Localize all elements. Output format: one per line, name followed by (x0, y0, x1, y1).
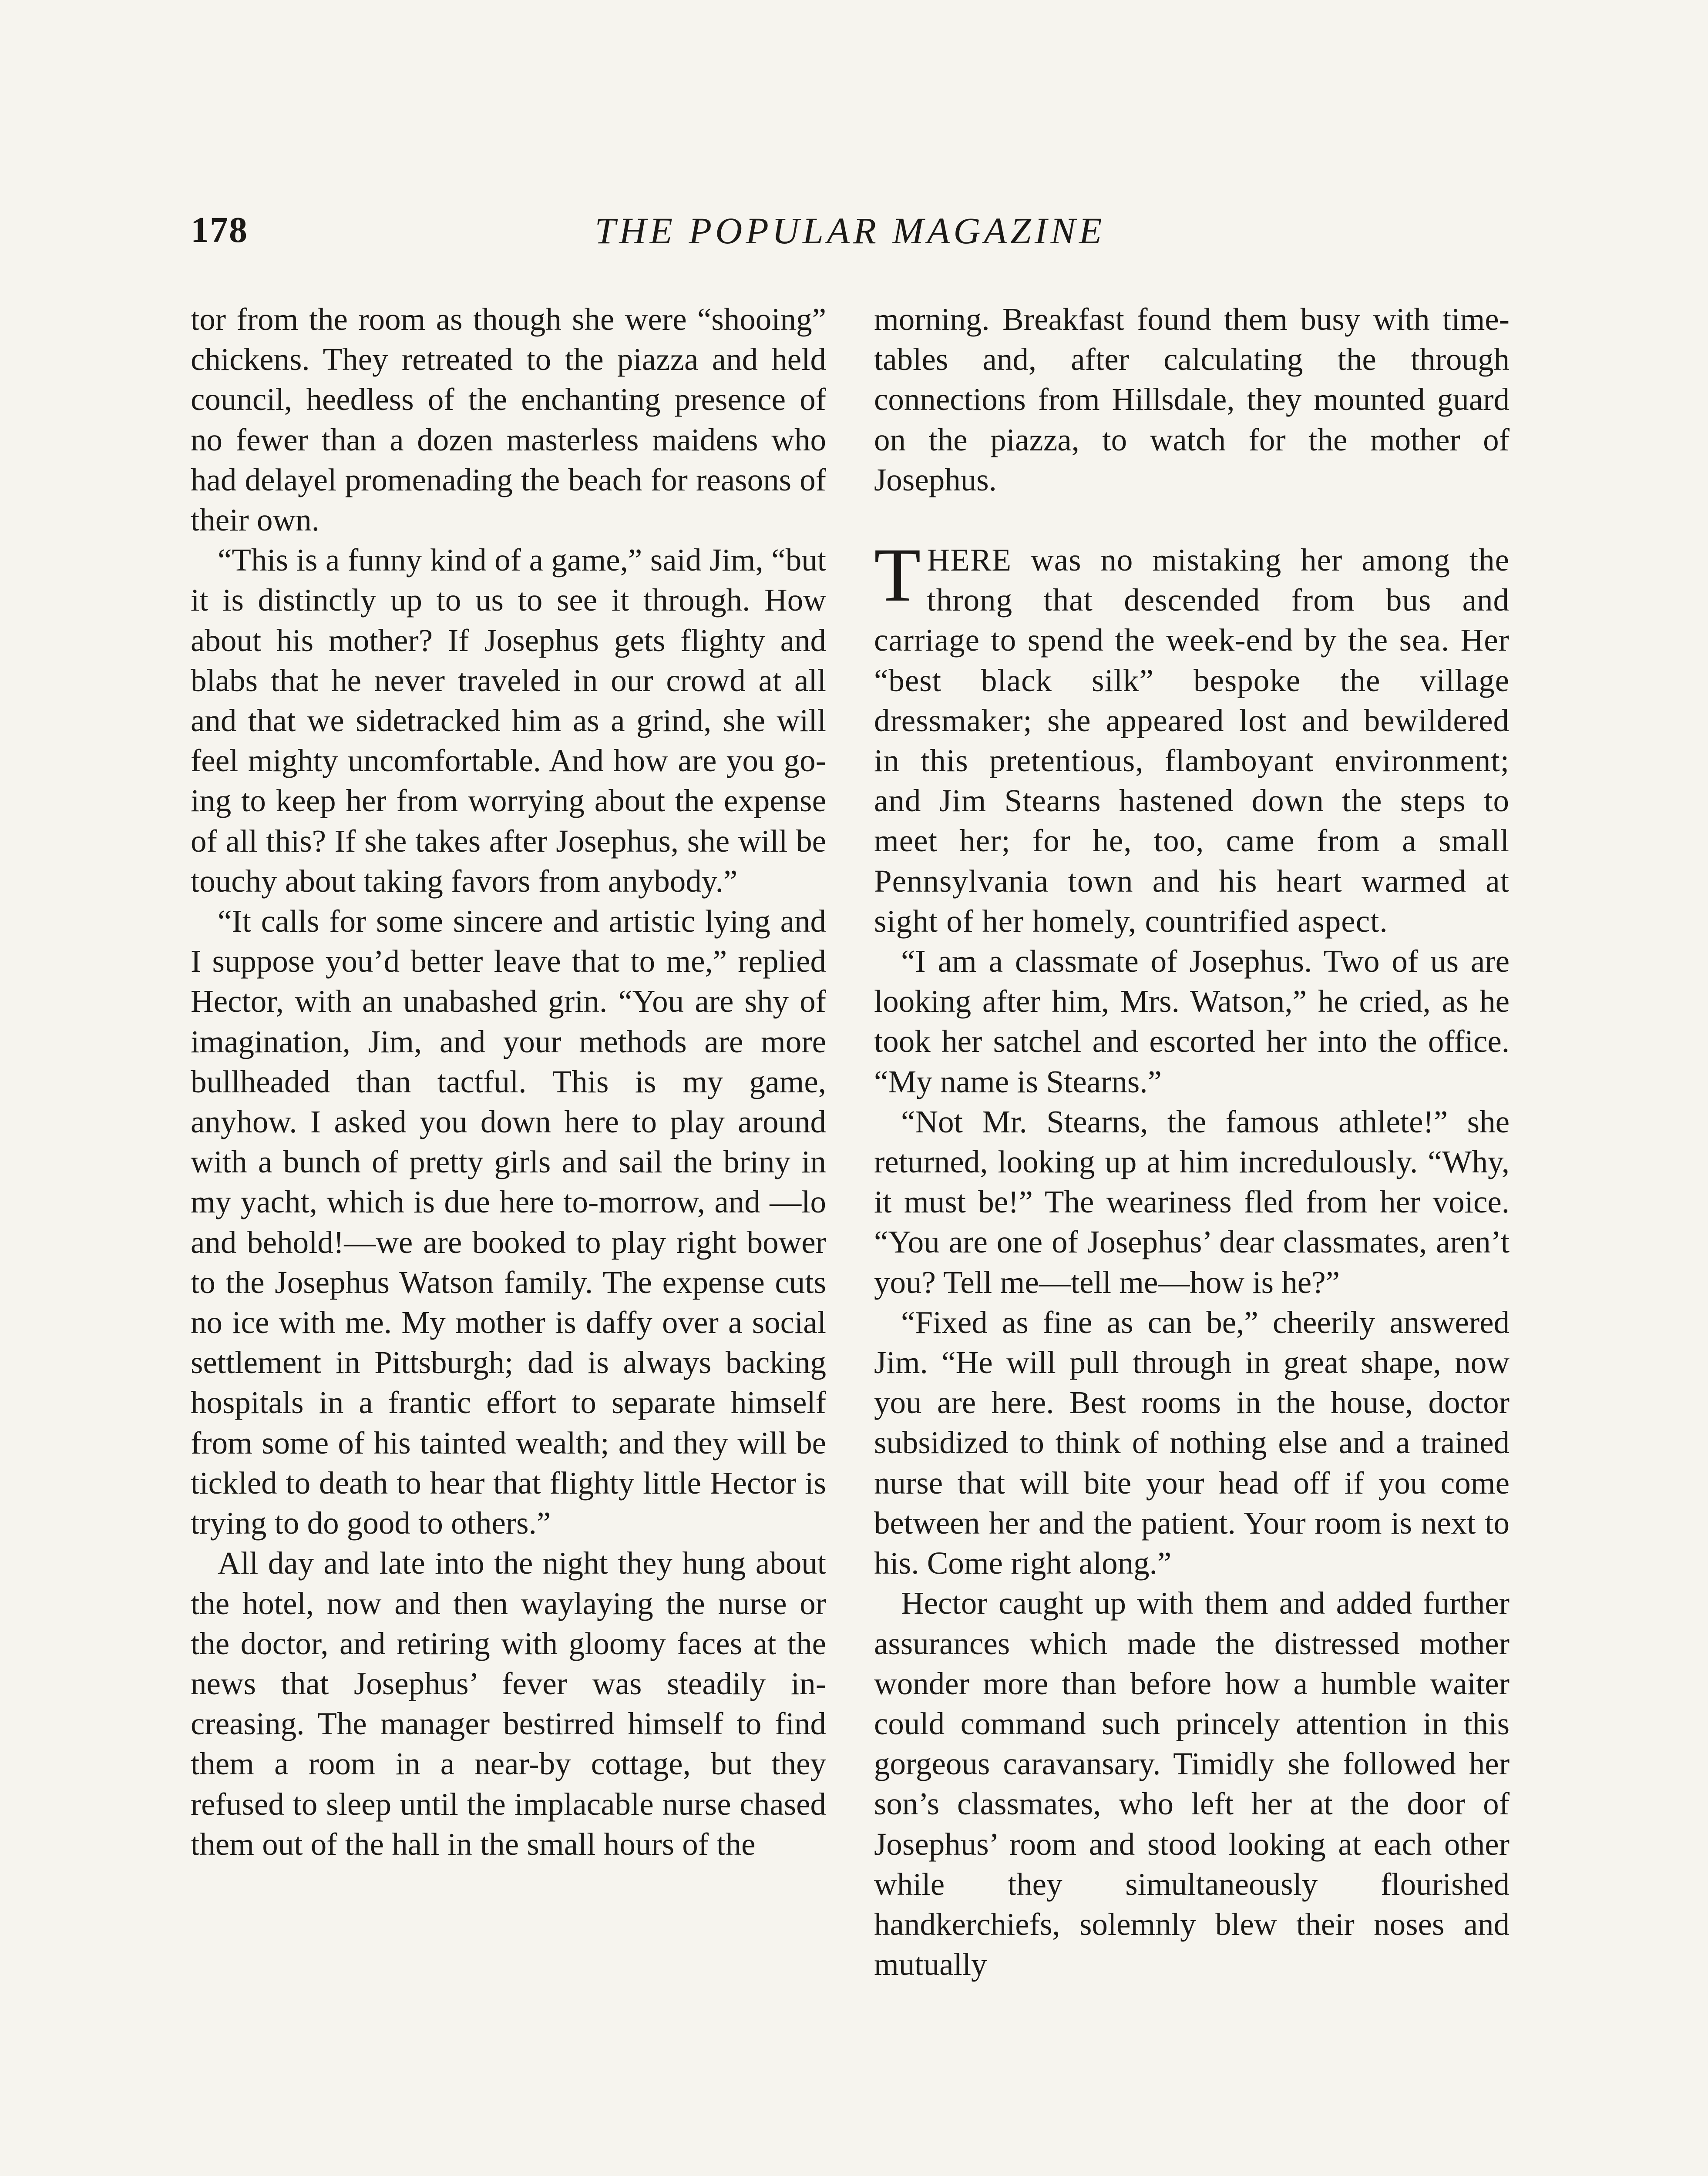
left-column (191, 299, 826, 1864)
paragraph: “Not Mr. Stearns, the famous athlete!” she returned, looking up at him incredulously. “Why, it must be!” The weariness fled from her voice. “You are one of Josephus’ dear classmates, aren’t you? Tell me—tell me—how is he?” (874, 1104, 1510, 1300)
paragraph: Hector caught up with them and added further assurances which made the distressed mother wonder more than before how a humble waiter could command such princely attention in this gorgeous caravansary. Timidly she followed her son’s classmates, who left her at the door of Josephus’ room and stood looking at each other while they simultaneously flourished handkerchiefs, solemnly blew their noses and mutually (874, 1585, 1510, 1982)
paragraph: “Fixed as fine as can be,” cheerily answered Jim. “He will pull through in great shape, now you are here. Best rooms in the house, doctor subsidized to think of nothing else and a trained nurse that will bite your head off if you come between her and the patient. Your room is next to his. Come right along.” (874, 1304, 1510, 1581)
page-number: 178 (191, 210, 248, 250)
section-opening-paragraph (874, 533, 1510, 941)
paragraph: All day and late into the night they hung about the hotel, now and then waylaying the nurse or the doctor, and retiring with gloomy faces at the news that Josephus’ fever was steadily increasing. The manager bestirred himself to find them a room in a near-by cottage, but they refused to sleep until the implacable nurse chased them out of the hall in the small hours of the (191, 1545, 826, 1862)
drop-cap: T (874, 533, 921, 618)
running-title: THE POPULAR MAGAZINE (595, 210, 1106, 252)
paragraph: “This is a funny kind of a game,” said Jim, “but it is distinctly up to us to see it through. How about his mother? If Josephus gets flighty and blabs that he never traveled in our crowd at all and that we sidetracked him as a grind, she will feel mighty uncomfortable. And how are you going to keep her from worrying about the expense of all this? If she takes after Josephus, she will be touchy about taking favors from anybody.” (191, 542, 826, 899)
paragraph: tor from the room as though she were “shooing” chickens. They retreated to the piazza and held council, heedless of the enchanting presence of no fewer than a dozen masterless maidens who had delayel promenading the beach for reasons of their own. (191, 302, 826, 538)
paragraph: “It calls for some sincere and artistic lying and I suppose you’d better leave that to me,” replied Hector, with an unabashed grin. “You are shy of imagination, Jim, and your methods are more bullheaded than tactful. This is my game, anyhow. I asked you down here to play around with a bunch of pretty girls and sail the briny in my yacht, which is due here to-morrow, and —lo and behold!—we are booked to play right bower to the Josephus Watson family. The expense cuts no ice with me. My mother is daffy over a social settlement in Pittsburgh; dad is always backing hospitals in a frantic effort to separate himself from some of his tainted wealth; and they will be tickled to death to hear that flighty little Hector is trying to do good to others.” (191, 903, 826, 1541)
paragraph: “I am a classmate of Josephus. Two of us are looking after him, Mrs. Watson,” he cried, as he took her satchel and escorted her into the office. “My name is Stearns.” (874, 944, 1510, 1099)
section-lead-text: HERE was no mistaking her among the throng that descended from bus and carriage to spend the week-end by the sea. Her “best black silk” bespoke the village dressmaker; she appeared lost and bewildered in this pretentious, flamboyant environment; and Jim Stearns hastened down the steps to meet her; for he, too, came from a small Pennsylvania town and his heart warmed at sight of her homely, countrified aspect. (874, 542, 1510, 939)
right-column (874, 299, 1510, 1985)
page-header (191, 209, 1510, 265)
paragraph: morning. Breakfast found them busy with time-tables and, after calculating the through connections from Hillsdale, they mounted guard on the piazza, to watch for the mother of Josephus. (874, 302, 1510, 497)
